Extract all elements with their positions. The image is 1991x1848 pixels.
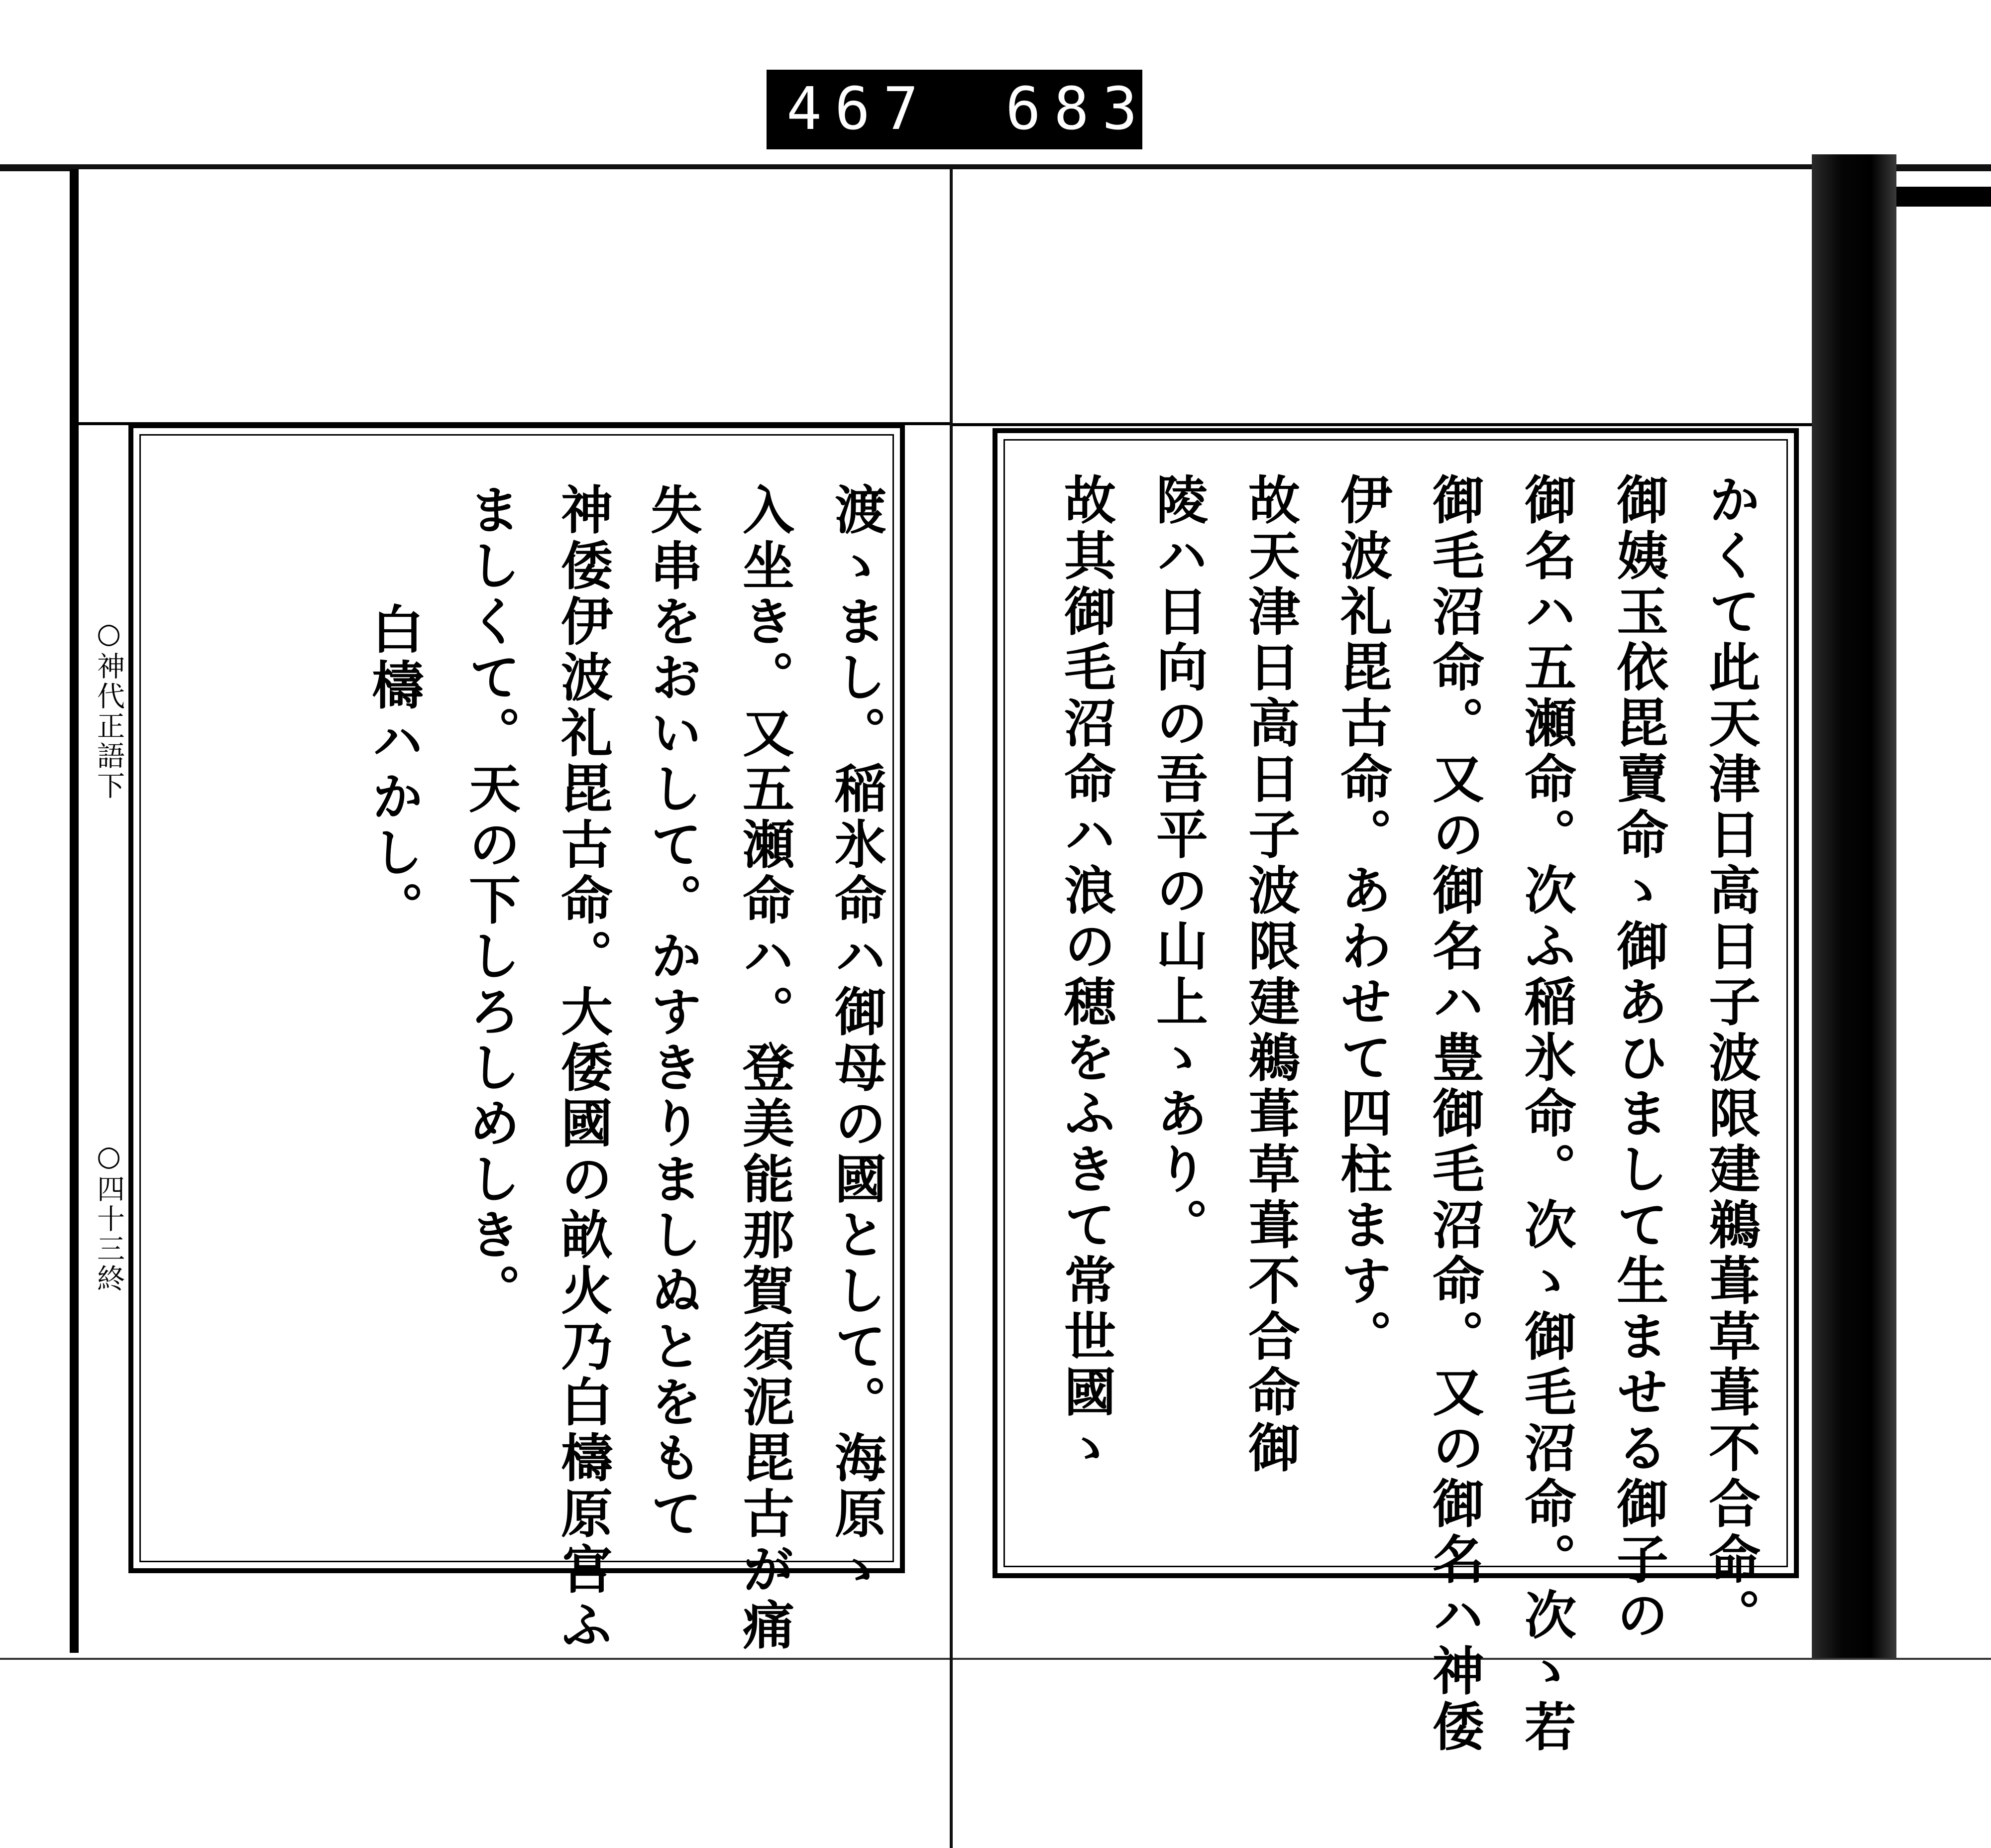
running-title: ○神代正語下 [93, 617, 125, 801]
left-column-3: 失串をおいして。かすきりましぬとをもて [642, 483, 703, 1542]
left-column-1: 渡ゝまし。稲氷命ハ御母の國として。海原ゝ [826, 483, 887, 1598]
scan-edge-right [1812, 154, 1896, 1658]
left-column-5: ましくて。天の下しろしめしき。 [460, 483, 521, 1319]
right-column-5: 伊波礼毘古命。あわせて四柱ます。 [1331, 473, 1393, 1365]
right-page [953, 169, 1812, 1755]
left-page [70, 169, 959, 1653]
right-column-7: 陵ハ日向の吾平の山上ゝあり。 [1147, 473, 1209, 1254]
page-folio: ○四十三終 [93, 1140, 125, 1294]
scan-edge-tab [1896, 187, 1991, 207]
right-column-2: 御姨玉依毘賣命ゝ御あひまして生ませる御子の [1608, 473, 1669, 1644]
scan-number-label [767, 70, 1199, 149]
scan-number-right: 683. [1005, 74, 1199, 143]
right-column-6: 故天津日高日子波限建鵜葺草葺不合命御 [1239, 473, 1301, 1477]
right-text-frame [993, 428, 1799, 1755]
scan-edge-bottom [0, 1658, 1991, 1660]
right-column-8: 故其御毛沼命ハ浪の穂をふきて常世國ゝ [1055, 473, 1116, 1477]
right-column-4: 御毛沼命。又の御名ハ豊御毛沼命。又の御名ハ神倭 [1424, 473, 1485, 1755]
scan-number-left: 467 [786, 74, 932, 143]
left-column-2: 入坐き。又五瀬命ハ。登美能那賀須泥毘古が痛 [734, 483, 795, 1654]
left-column-6: 白檮ハかし。 [363, 602, 424, 937]
right-column-1: かくて此天津日高日子波限建鵜葺草葺不合命。 [1700, 473, 1761, 1644]
right-column-3: 御名ハ五瀬命。次ふ稲氷命。次ゝ御毛沼命。次ゝ若 [1516, 473, 1577, 1755]
left-text-frame [128, 423, 905, 1654]
right-page-rule [953, 423, 1812, 426]
left-column-4: 神倭伊波礼毘古命。大倭國の畝火乃白檮原宮ふ [552, 483, 613, 1654]
